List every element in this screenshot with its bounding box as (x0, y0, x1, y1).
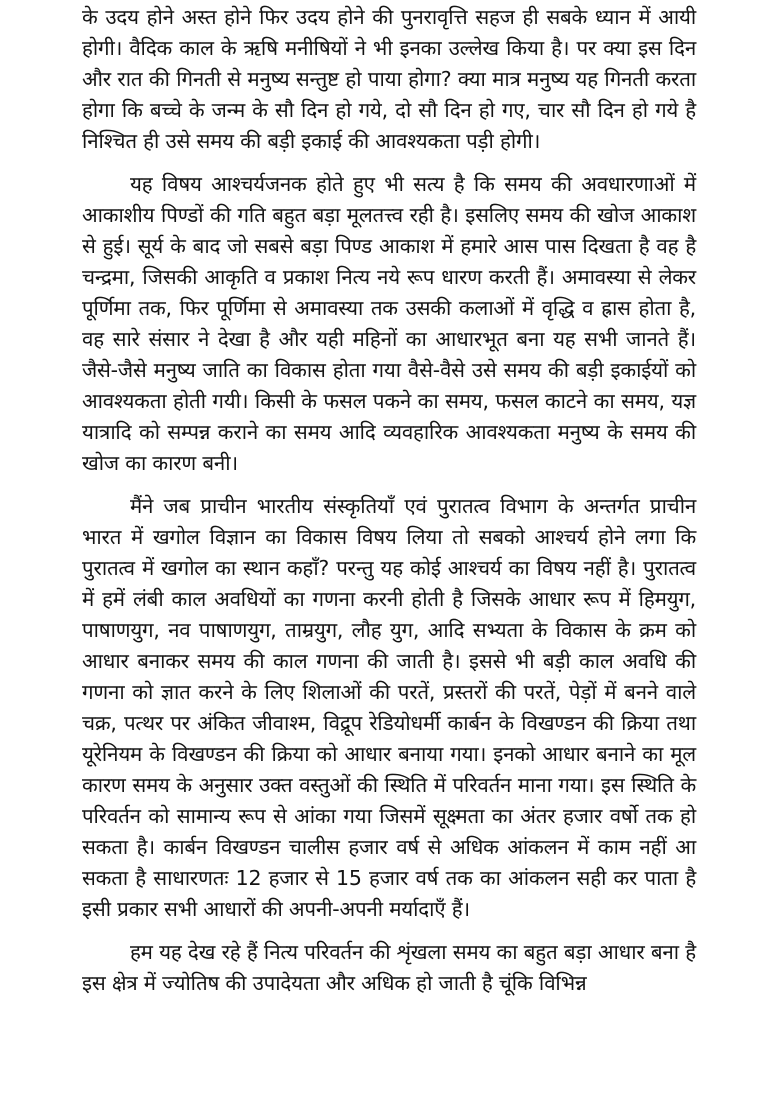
document-page (82, 2, 696, 1011)
paragraph-3: मैंने जब प्राचीन भारतीय संस्कृतियाँ एवं पुरातत्व विभाग के अन्तर्गत प्राचीन भारत में खगोल विज्ञान का विकास विषय लिया तो सबको आश्चर्य होने लगा कि पुरातत्व में खगोल का स्थान कहाँ? परन्तु यह कोई आश्चर्य का विषय नहीं है। पुरातत्व में हमें लंबी काल अवधियों का गणना करनी होती है जिसके आधार रूप में हिमयुग, पाषाणयुग, नव पाषाणयुग, ताम्रयुग, लौह युग, आदि सभ्यता के विकास के क्रम को आधार बनाकर समय की काल गणना की जाती है। इससे भी बड़ी काल अवधि की गणना को ज्ञात करने के लिए शिलाओं की परतें, प्रस्तरों की परतें, पेड़ों में बनने वाले चक्र, पत्थर पर अंकित जीवाश्म, विद्रूप रेडियोधर्मी कार्बन के विखण्डन की क्रिया तथा यूरेनियम के विखण्डन की क्रिया को आधार बनाया गया। इनको आधार बनाने का मूल कारण समय के अनुसार उक्त वस्तुओं की स्थिति में परिवर्तन माना गया। इस स्थिति के परिवर्तन को सामान्य रूप से आंका गया जिसमें सूक्ष्मता का अंतर हजार वर्षो तक हो सकता है। कार्बन विखण्डन चालीस हजार वर्ष से अधिक आंकलन में काम नहीं आ सकता है साधारणतः 12 हजार से 15 हजार वर्ष तक का आंकलन सही कर पाता है इसी प्रकार सभी आधारों की अपनी-अपनी मर्यादाएँ हैं। (82, 494, 696, 921)
paragraph-1: के उदय होने अस्त होने फिर उदय होने की पुनरावृत्ति सहज ही सबके ध्यान में आयी होगी। वैदिक काल के ऋषि मनीषियों ने भी इनका उल्लेख किया है। पर क्या इस दिन और रात की गिनती से मनुष्य सन्तुष्ट हो पाया होगा? क्या मात्र मनुष्य यह गिनती करता होगा कि बच्चे के जन्म के सौ दिन हो गये, दो सौ दिन हो गए, चार सौ दिन हो गये है निश्चित ही उसे समय की बड़ी इकाई की आवश्यकता पड़ी होगी। (82, 5, 696, 153)
paragraph-2: यह विषय आश्चर्यजनक होते हुए भी सत्य है कि समय की अवधारणाओं में आकाशीय पिण्डों की गति बहुत बड़ा मूलतत्त्व रही है। इसलिए समय की खोज आकाश से हुई। सूर्य के बाद जो सबसे बड़ा पिण्ड आकाश में हमारे आस पास दिखता है वह है चन्द्रमा, जिसकी आकृति व प्रकाश नित्य नये रूप धारण करती हैं। अमावस्या से लेकर पूर्णिमा तक, फिर पूर्णिमा से अमावस्या तक उसकी कलाओं में वृद्धि व ह्रास होता है, वह सारे संसार ने देखा है और यही महिनों का आधारभूत बना यह सभी जानते हैं। जैसे-जैसे मनुष्य जाति का विकास होता गया वैसे-वैसे उसे समय की बड़ी इकाईयों को आवश्यकता होती गयी। किसी के फसल पकने का समय, फसल काटने का समय, यज्ञ यात्रादि को सम्पन्न कराने का समय आदि व्यवहारिक आवश्यकता मनुष्य के समय की खोज का कारण बनी। (82, 172, 697, 475)
paragraph-4: हम यह देख रहे हैं नित्य परिवर्तन की शृंखला समय का बहुत बड़ा आधार बना है इस क्षेत्र में ज्योतिष की उपादेयता और अधिक हो जाती है चूंकि विभिन्न (82, 940, 696, 995)
